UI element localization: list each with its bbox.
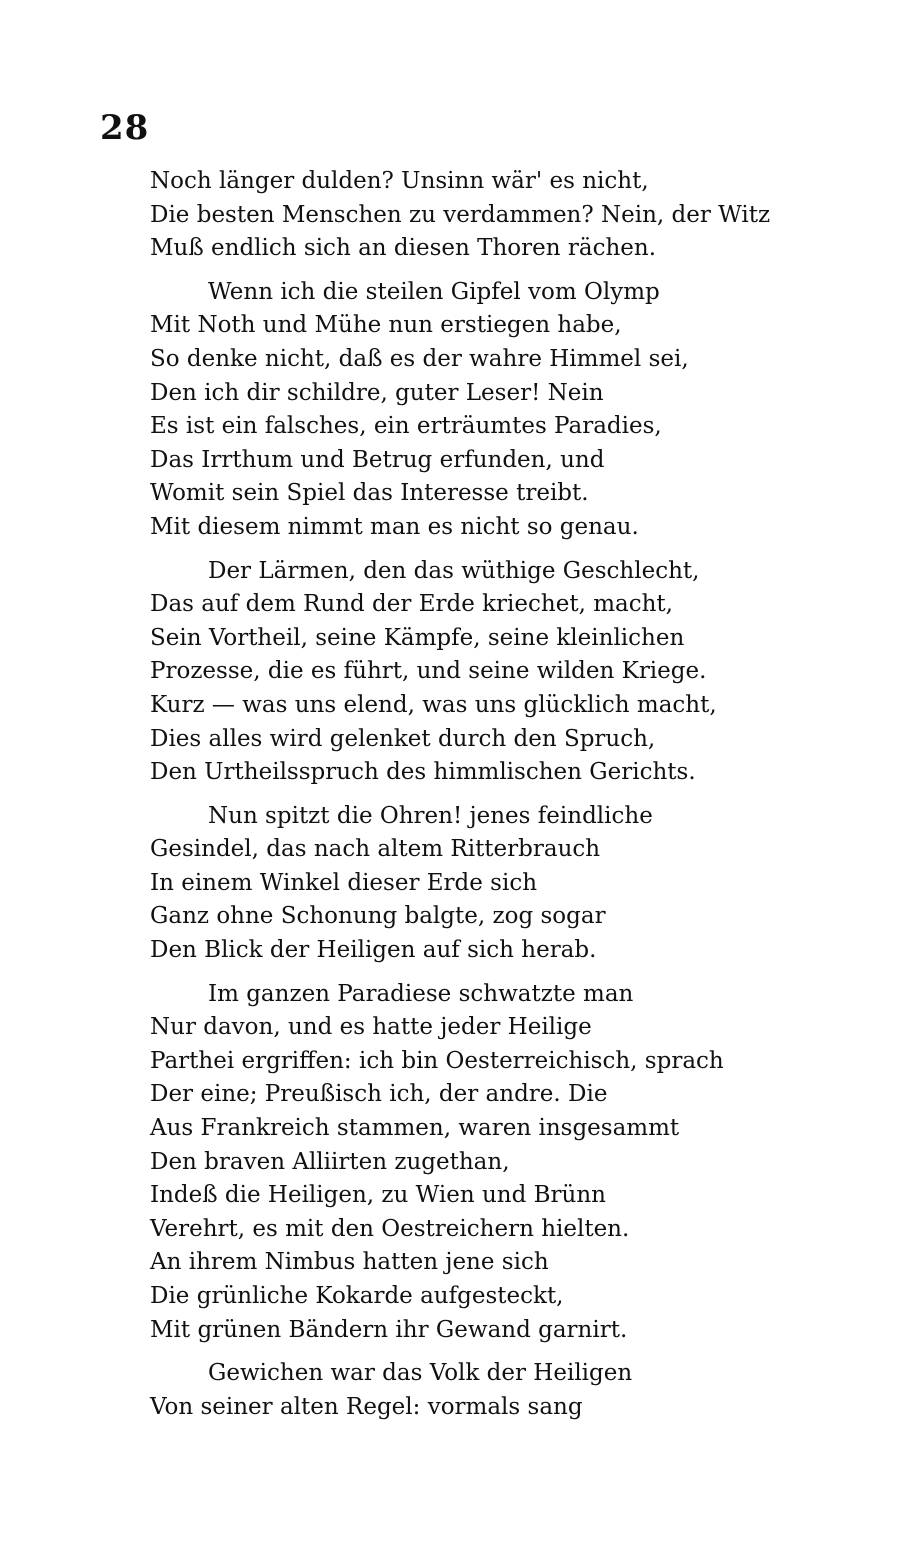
verse-line: Es ist ein falsches, ein erträumtes Paradies, [150, 413, 662, 440]
verse-line: Von seiner alten Regel: vormals sang [150, 1393, 583, 1420]
verse-line: Den Urtheilsspruch des himmlischen Gerichts. [150, 759, 696, 786]
verse-line: Parthei ergriffen: ich bin Oesterreichisch, sprach [150, 1047, 724, 1074]
verse-line: Nun spitzt die Ohren! jenes feindliche [208, 802, 653, 829]
verse-line: Nur davon, und es hatte jeder Heilige [150, 1014, 592, 1041]
verse-line: Den braven Alliirten zugethan, [150, 1148, 510, 1175]
stanza-6 [150, 1357, 870, 1424]
verse-line: Sein Vortheil, seine Kämpfe, seine kleinlichen [150, 624, 685, 651]
verse-line: Mit Noth und Mühe nun erstiegen habe, [150, 312, 622, 339]
poem-text [150, 165, 870, 1434]
verse-line: Den Blick der Heiligen auf sich herab. [150, 937, 597, 964]
verse-line: Prozesse, die es führt, und seine wilden Kriege. [150, 658, 707, 685]
stanza-5 [150, 978, 870, 1348]
verse-line: In einem Winkel dieser Erde sich [150, 869, 538, 896]
verse-line: Aus Frankreich stammen, waren insgesammt [150, 1115, 680, 1142]
verse-line: Gewichen war das Volk der Heiligen [208, 1360, 633, 1387]
page-number: 28 [100, 108, 150, 148]
verse-line: Muß endlich sich an diesen Thoren rächen. [150, 235, 656, 262]
stanza-2 [150, 276, 870, 545]
stanza-3 [150, 555, 870, 790]
verse-line: Mit grünen Bändern ihr Gewand garnirt. [150, 1316, 628, 1343]
verse-line: Das Irrthum und Betrug erfunden, und [150, 446, 605, 473]
stanza-1 [150, 165, 870, 266]
verse-line: Wenn ich die steilen Gipfel vom Olymp [208, 278, 660, 305]
verse-line: Das auf dem Rund der Erde kriechet, macht, [150, 591, 673, 618]
verse-line: Dies alles wird gelenket durch den Spruch, [150, 725, 656, 752]
verse-line: Verehrt, es mit den Oestreichern hielten. [150, 1215, 630, 1242]
verse-line: Die grünliche Kokarde aufgesteckt, [150, 1283, 564, 1309]
verse-line: So denke nicht, daß es der wahre Himmel sei, [150, 345, 689, 372]
verse-line: Indeß die Heiligen, zu Wien und Brünn [150, 1182, 606, 1209]
verse-line: Gesindel, das nach altem Ritterbrauch [150, 836, 601, 863]
verse-line: Den ich dir schildre, guter Leser! Nein [150, 379, 604, 406]
verse-line: Noch länger dulden? Unsinn wär' es nicht, [150, 168, 649, 194]
verse-line: Der eine; Preußisch ich, der andre. Die [150, 1081, 608, 1108]
verse-line: Im ganzen Paradiese schwatzte man [208, 980, 634, 1007]
verse-line: Der Lärmen, den das wüthige Geschlecht, [208, 557, 700, 584]
verse-line: An ihrem Nimbus hatten jene sich [150, 1249, 549, 1276]
verse-line: Kurz — was uns elend, was uns glücklich macht, [150, 691, 717, 718]
verse-line: Mit diesem nimmt man es nicht so genau. [150, 513, 639, 540]
verse-line: Ganz ohne Schonung balgte, zog sogar [150, 903, 606, 930]
stanza-4 [150, 800, 870, 968]
verse-line: Womit sein Spiel das Interesse treibt. [150, 480, 589, 507]
verse-line: Die besten Menschen zu verdammen? Nein, der Witz [150, 201, 771, 228]
